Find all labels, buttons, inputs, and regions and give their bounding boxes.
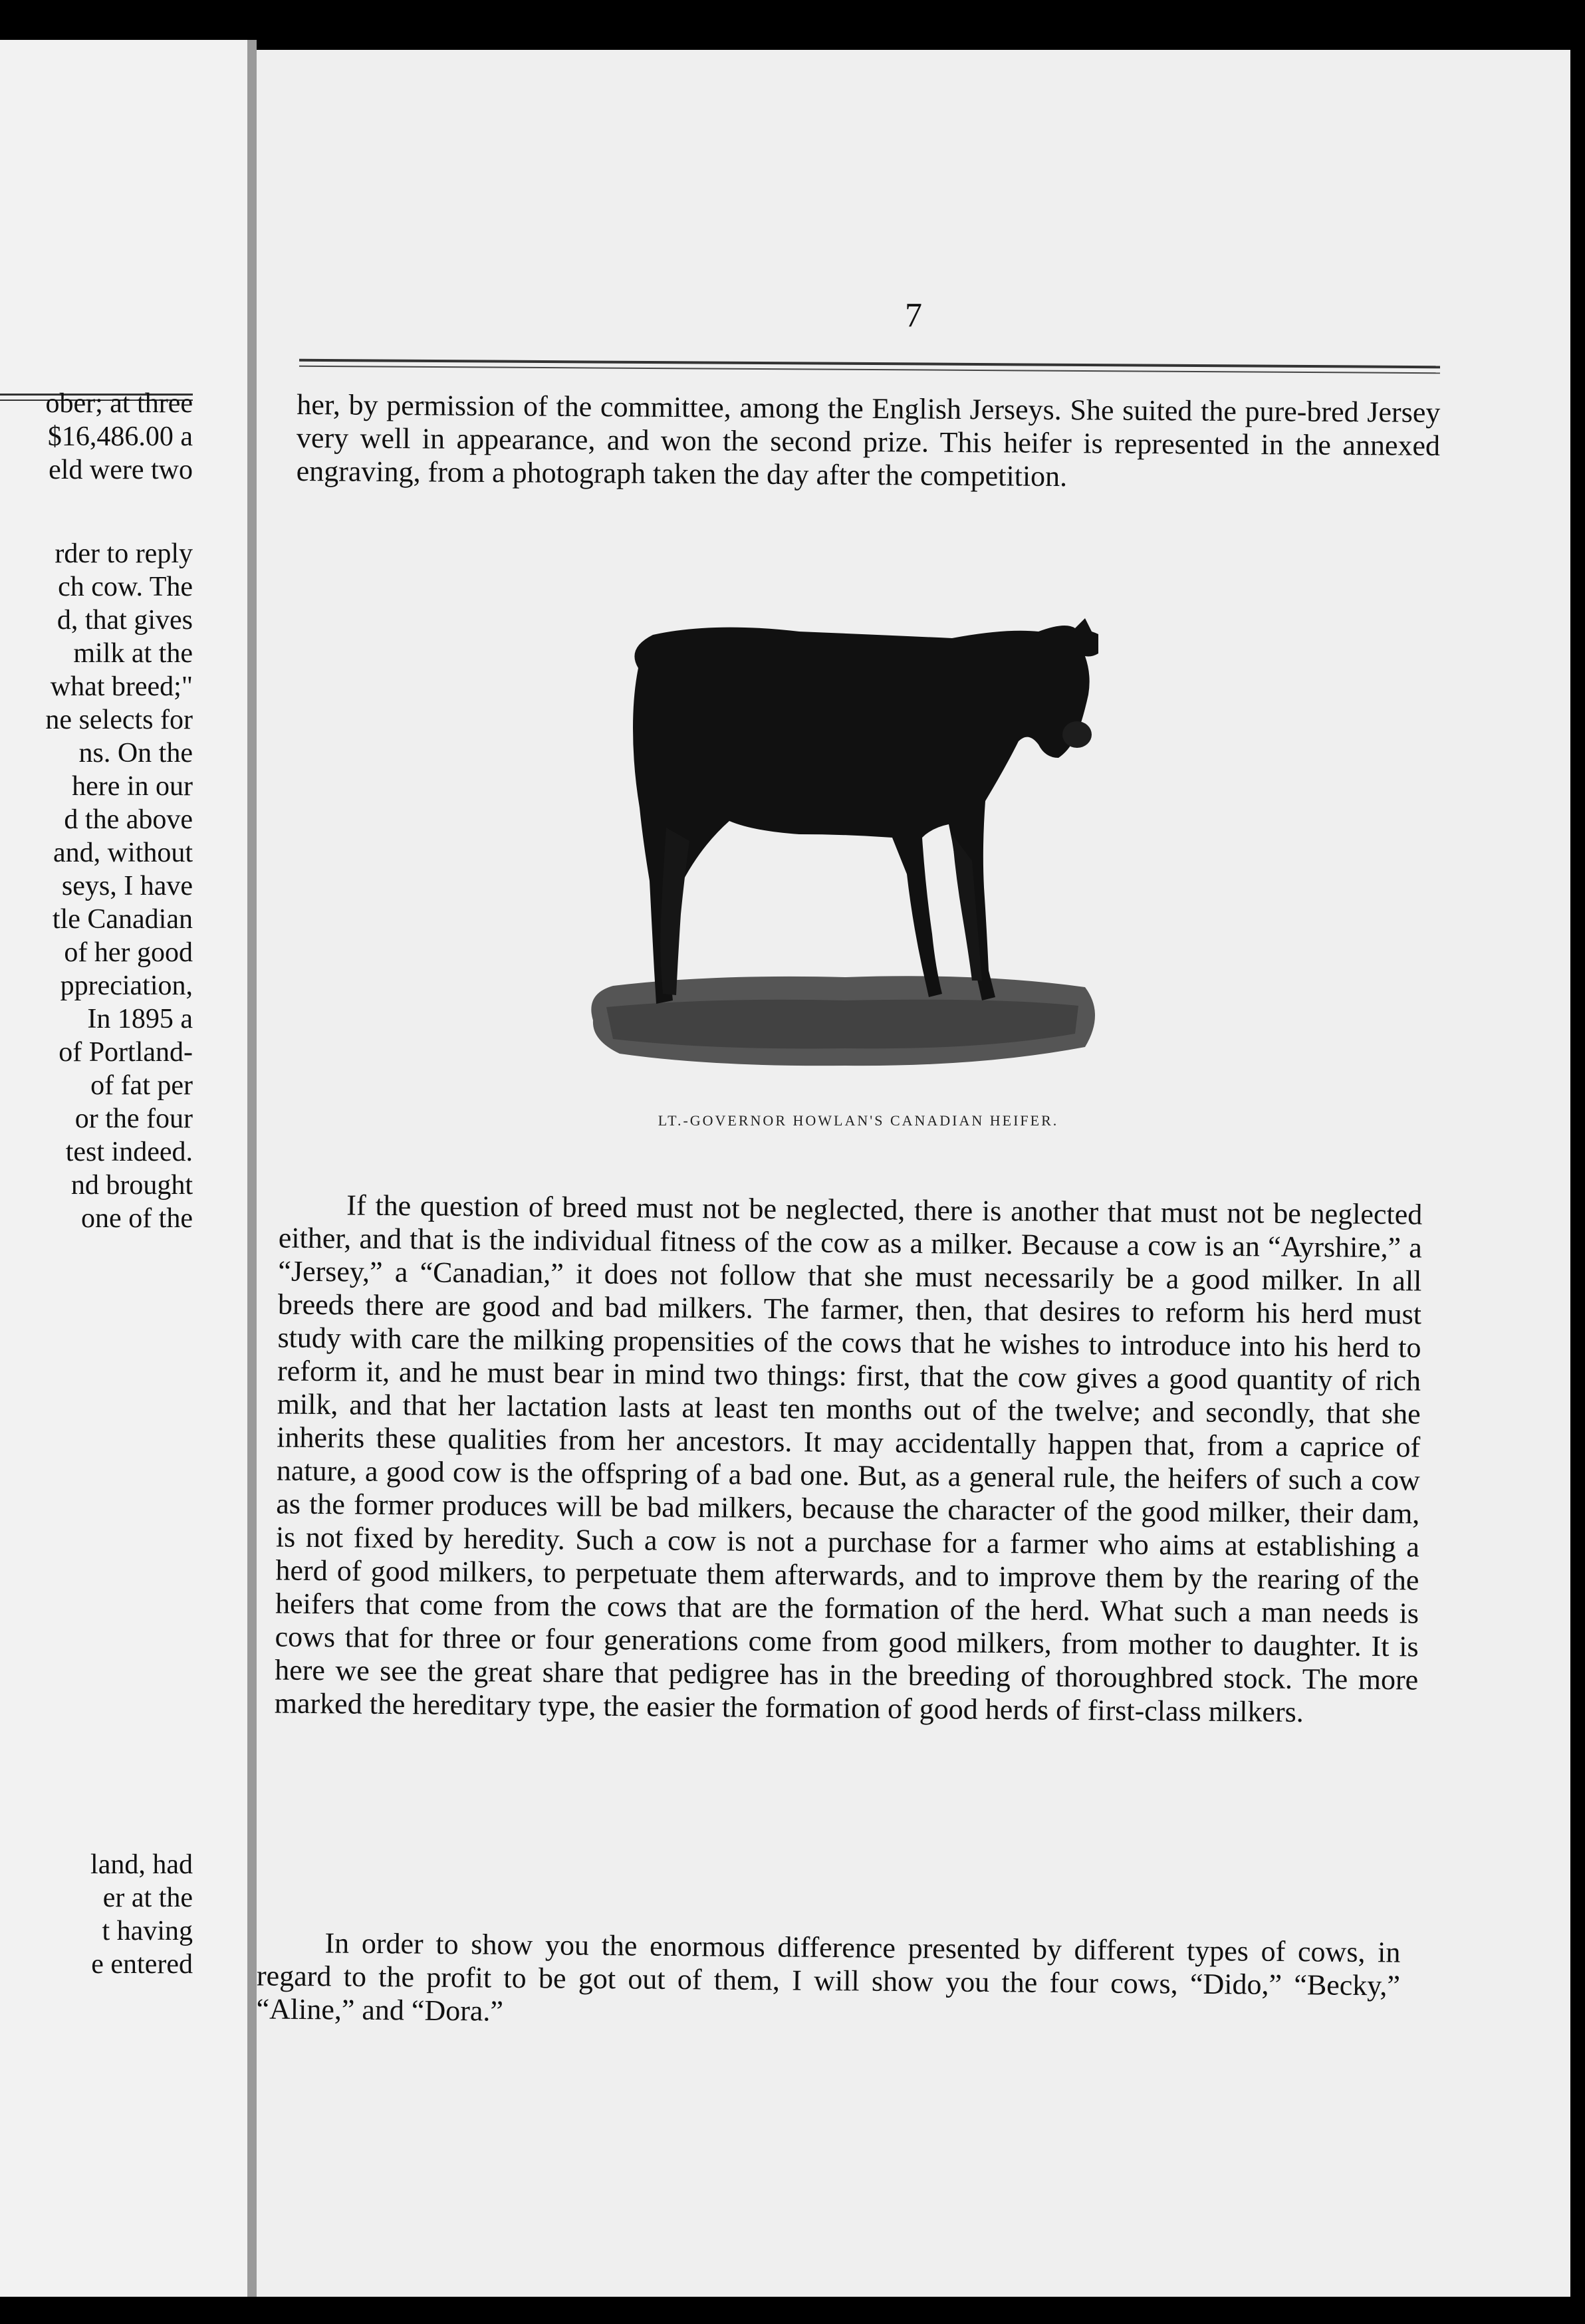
- left-column-line: er at the: [102, 1883, 193, 1913]
- left-column-line: e entered: [91, 1949, 193, 1980]
- left-column-line: milk at the: [73, 638, 193, 669]
- left-column-line: ppreciation,: [60, 971, 193, 1001]
- left-column-line: tle Canadian: [52, 904, 193, 935]
- left-column-line: what breed;": [50, 671, 193, 702]
- left-column-line: d the above: [64, 804, 193, 835]
- paragraph-1: her, by permission of the committee, among the English Jerseys. She suited the pure-bred Jersey very well in appearance, and won the second prize. This heifer is represented in the annexed engraving, from a photograph taken the day after the competition.: [296, 388, 1441, 493]
- left-column-line: of Portland-: [59, 1037, 193, 1068]
- left-column-line: here in our: [72, 771, 193, 802]
- left-column-line: In 1895 a: [87, 1004, 193, 1034]
- left-column-bottom: [0, 1848, 193, 1981]
- engraving-caption: LT.-GOVERNOR HOWLAN'S CANADIAN HEIFER.: [658, 1112, 1059, 1129]
- left-column-line: test indeed.: [65, 1137, 193, 1167]
- left-column-line: ne selects for: [45, 705, 193, 735]
- left-column-line: one of the: [81, 1203, 193, 1234]
- left-column-line: of her good: [64, 937, 193, 968]
- page-number: 7: [905, 296, 922, 334]
- left-column-line: seys, I have: [61, 871, 193, 901]
- left-column-line: and, without: [53, 838, 193, 868]
- left-column-middle: [0, 537, 193, 1235]
- right-page: [257, 50, 1570, 2297]
- heifer-engraving: [580, 608, 1098, 1087]
- left-column-top: [0, 387, 193, 487]
- header-rule: [299, 359, 1440, 374]
- left-column-line: or the four: [74, 1104, 193, 1134]
- paragraph-2: If the question of breed must not be neglected, there is another that must not be neglected either, and that is the individual fitness of the cow as a milker. Because a cow is an “Ayrshire,” a “Jersey,” a “Canadian,” it does not follow that she must necessarily be a good milker. In all breeds there are good and bad milkers. The farmer, then, that desires to reform his herd must study with care the milking propensities of the cows that he wishes to introduce into his herd to reform it, and he must bear in mind two things: first, that the cow gives a good quantity of rich milk, and that her lactation lasts at least ten months out of the twelve; and secondly, that she inherits these qualities from her ancestors. It may accidentally happen that, from a caprice of nature, a good cow is the offspring of a bad one. But, as a general rule, the heifers of such a cow as the former produces will be bad milkers, because the character of the good milker, their dam, is not fixed by heredity. Such a cow is not a purchase for a farmer who aims at establishing a herd of good milkers, to perpetuate them afterwards, and to improve them by the rearing of the heifers that come from the cows that are the formation of the herd. What such a man needs is cows that for three or four generations come from good milkers, from mother to daughter. It is here we see the great share that pedigree has in the breeding of thoroughbred stock. The more marked the hereditary type, the easier the formation of good herds of first-class milkers.: [274, 1189, 1423, 1728]
- left-column-line: ober; at three: [45, 388, 193, 419]
- left-column-line: ns. On the: [78, 738, 193, 768]
- left-column-line: of fat per: [90, 1070, 193, 1101]
- left-column-line: $16,486.00 a: [47, 421, 193, 452]
- left-column-line: t having: [102, 1916, 193, 1946]
- left-column-line: nd brought: [70, 1170, 193, 1201]
- left-column-line: rder to reply: [55, 538, 193, 569]
- page-gutter: [247, 40, 257, 2297]
- left-column-line: d, that gives: [57, 605, 193, 636]
- left-column-line: eld were two: [49, 455, 193, 485]
- left-page: [0, 40, 247, 2297]
- left-column-line: ch cow. The: [58, 572, 193, 602]
- paragraph-3: In order to show you the enormous difference presented by different types of cows, in regard to the profit to be got out of them, I will show you the four cows, “Dido,” “Becky,” “Aline,” and “Dora.”: [256, 1926, 1401, 2028]
- left-column-line: land, had: [90, 1849, 193, 1880]
